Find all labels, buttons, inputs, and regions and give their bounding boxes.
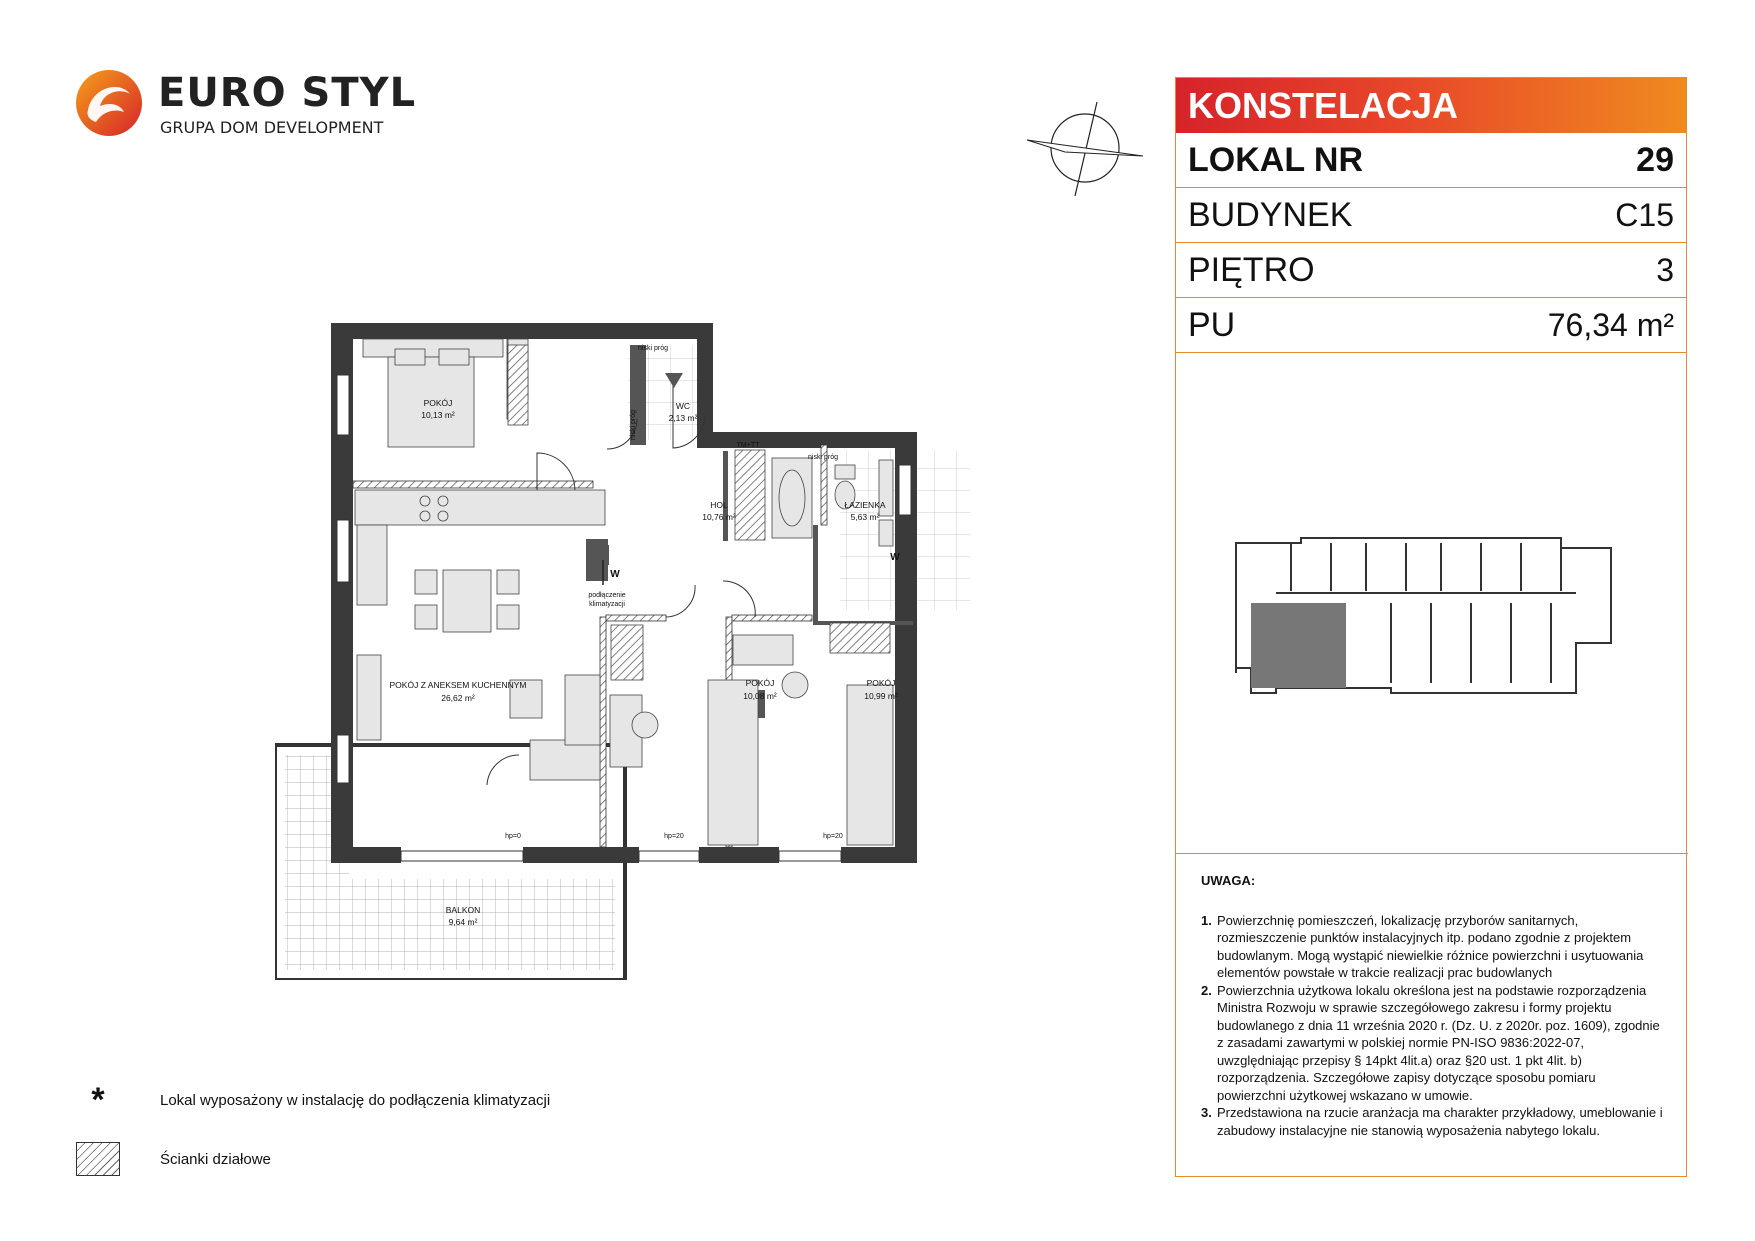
label-niski-prog-3: niski próg bbox=[808, 454, 838, 461]
label-hp20-a: hp=20 bbox=[664, 833, 684, 840]
key-plan-highlight bbox=[1251, 603, 1346, 688]
logo-subtitle: GRUPA DOM DEVELOPMENT bbox=[160, 118, 384, 137]
note-text: Powierzchnię pomieszczeń, lokalizację przyborów sanitarnych, rozmieszczenie punktów instalacyjnych itp. podano zgodnie z projektem budowlanym. Mogą wystąpić niewielkie różnice powierzchni i usytuowania elementów powstałe w trakcie realizacji prac budowlanych bbox=[1217, 912, 1644, 980]
pietro-label: PIĘTRO bbox=[1188, 250, 1315, 289]
room-name-pokoj-3: POKÓJ bbox=[866, 678, 896, 688]
room-name-pokoj-1: POKÓJ bbox=[423, 398, 453, 408]
room-name-hol: HOL bbox=[710, 500, 728, 510]
legend-klimatyzacja-text: Lokal wyposażony w instalację do podłączenia klimatyzacji bbox=[160, 1091, 551, 1109]
legend bbox=[76, 1081, 676, 1200]
room-area-wc: 2,13 m² bbox=[668, 413, 698, 423]
budynek-value: C15 bbox=[1615, 196, 1674, 233]
pietro-row bbox=[1176, 243, 1686, 298]
info-panel bbox=[1175, 77, 1687, 1177]
floor-plan bbox=[275, 315, 1035, 980]
lokal-value: 29 bbox=[1636, 140, 1674, 179]
lokal-label: LOKAL NR bbox=[1188, 140, 1364, 179]
pu-label: PU bbox=[1188, 305, 1236, 344]
note-text: Przedstawiona na rzucie aranżacja ma charakter przykładowy, umeblowanie i zabudowy instalacyjne nie stanowią wyposażenia nabytego lokalu. bbox=[1217, 1105, 1663, 1138]
lokal-row bbox=[1176, 133, 1686, 188]
label-niski-prog-2: niski próg bbox=[630, 410, 637, 440]
notes-section bbox=[1176, 853, 1688, 1178]
label-hp20-b: hp=20 bbox=[823, 833, 843, 840]
budynek-label: BUDYNEK bbox=[1188, 195, 1353, 234]
room-name-wc: WC bbox=[675, 401, 691, 411]
room-area-lazienka: 5,63 m² bbox=[850, 512, 880, 522]
investment-name: KONSTELACJA bbox=[1176, 78, 1686, 133]
room-area-aneks: 26,62 m² bbox=[441, 693, 475, 703]
room-name-balkon: BALKON bbox=[445, 905, 481, 915]
room-name-lazienka: ŁAZIENKA bbox=[844, 500, 886, 510]
label-hp0: hp=0 bbox=[505, 833, 521, 840]
room-area-pokoj-1: 10,13 m² bbox=[421, 410, 455, 420]
note-item bbox=[1201, 912, 1666, 982]
legend-row-scianki bbox=[76, 1142, 271, 1176]
room-area-pokoj-3: 10,99 m² bbox=[864, 691, 898, 701]
room-area-balkon: 9,64 m² bbox=[448, 917, 478, 927]
building-key-plan bbox=[1231, 533, 1621, 733]
label-podlaczenie: podłączenie bbox=[588, 592, 626, 599]
note-item bbox=[1201, 982, 1666, 1105]
north-compass-icon bbox=[1025, 100, 1145, 200]
note-number: 1. bbox=[1201, 912, 1212, 928]
room-name-aneks: POKÓJ Z ANEKSEM KUCHENNYM bbox=[389, 680, 527, 690]
note-number: 2. bbox=[1201, 982, 1212, 998]
logo-title: EURO STYL bbox=[158, 70, 417, 116]
budynek-row bbox=[1176, 188, 1686, 243]
label-w-1: W bbox=[610, 569, 620, 580]
label-w-2: W bbox=[890, 552, 900, 563]
eurostyl-logo-icon bbox=[74, 68, 144, 138]
legend-row-klimatyzacja bbox=[76, 1081, 551, 1119]
pietro-value: 3 bbox=[1656, 251, 1674, 288]
asterisk-icon: * bbox=[91, 1081, 105, 1119]
label-niski-prog-1: niski próg bbox=[638, 345, 668, 352]
hatch-swatch-icon bbox=[76, 1142, 120, 1176]
note-number: 3. bbox=[1201, 1105, 1212, 1120]
room-area-pokoj-2: 10,08 m² bbox=[743, 691, 777, 701]
label-klimatyzacji: klimatyzacji bbox=[589, 601, 625, 608]
eurostyl-logo bbox=[74, 68, 417, 148]
note-item bbox=[1201, 1104, 1666, 1139]
pu-value: 76,34 m² bbox=[1547, 306, 1674, 343]
note-text: Powierzchnia użytkowa lokalu określona jest na podstawie rozporządzenia Ministra Rozwoju w sprawie szczegółowego zakresu i formy projektu budowlanego z dnia 11 września 2020 r. (Dz. U. z 2020r. poz. 1609), zgodnie z zasadami zawartymi w polskiej normie PN-ISO 9836:2022-07, uwzględniając przepisy § 14pkt 4lit.a) oraz §20 ust. 1 pkt 4lit. b) rozporządzenia. Szczegółowe zapisy dotyczące sposobu pomiaru powierzchni użytkowej wskazano w umowie. bbox=[1217, 982, 1660, 1103]
room-area-hol: 10,76 m² bbox=[702, 512, 736, 522]
room-name-pokoj-2: POKÓJ bbox=[745, 678, 775, 688]
pu-row bbox=[1176, 298, 1686, 353]
legend-scianki-text: Ścianki działowe bbox=[160, 1150, 271, 1168]
notes-title: UWAGA: bbox=[1201, 873, 1256, 888]
label-tm-tt: TM+TT bbox=[736, 442, 760, 449]
